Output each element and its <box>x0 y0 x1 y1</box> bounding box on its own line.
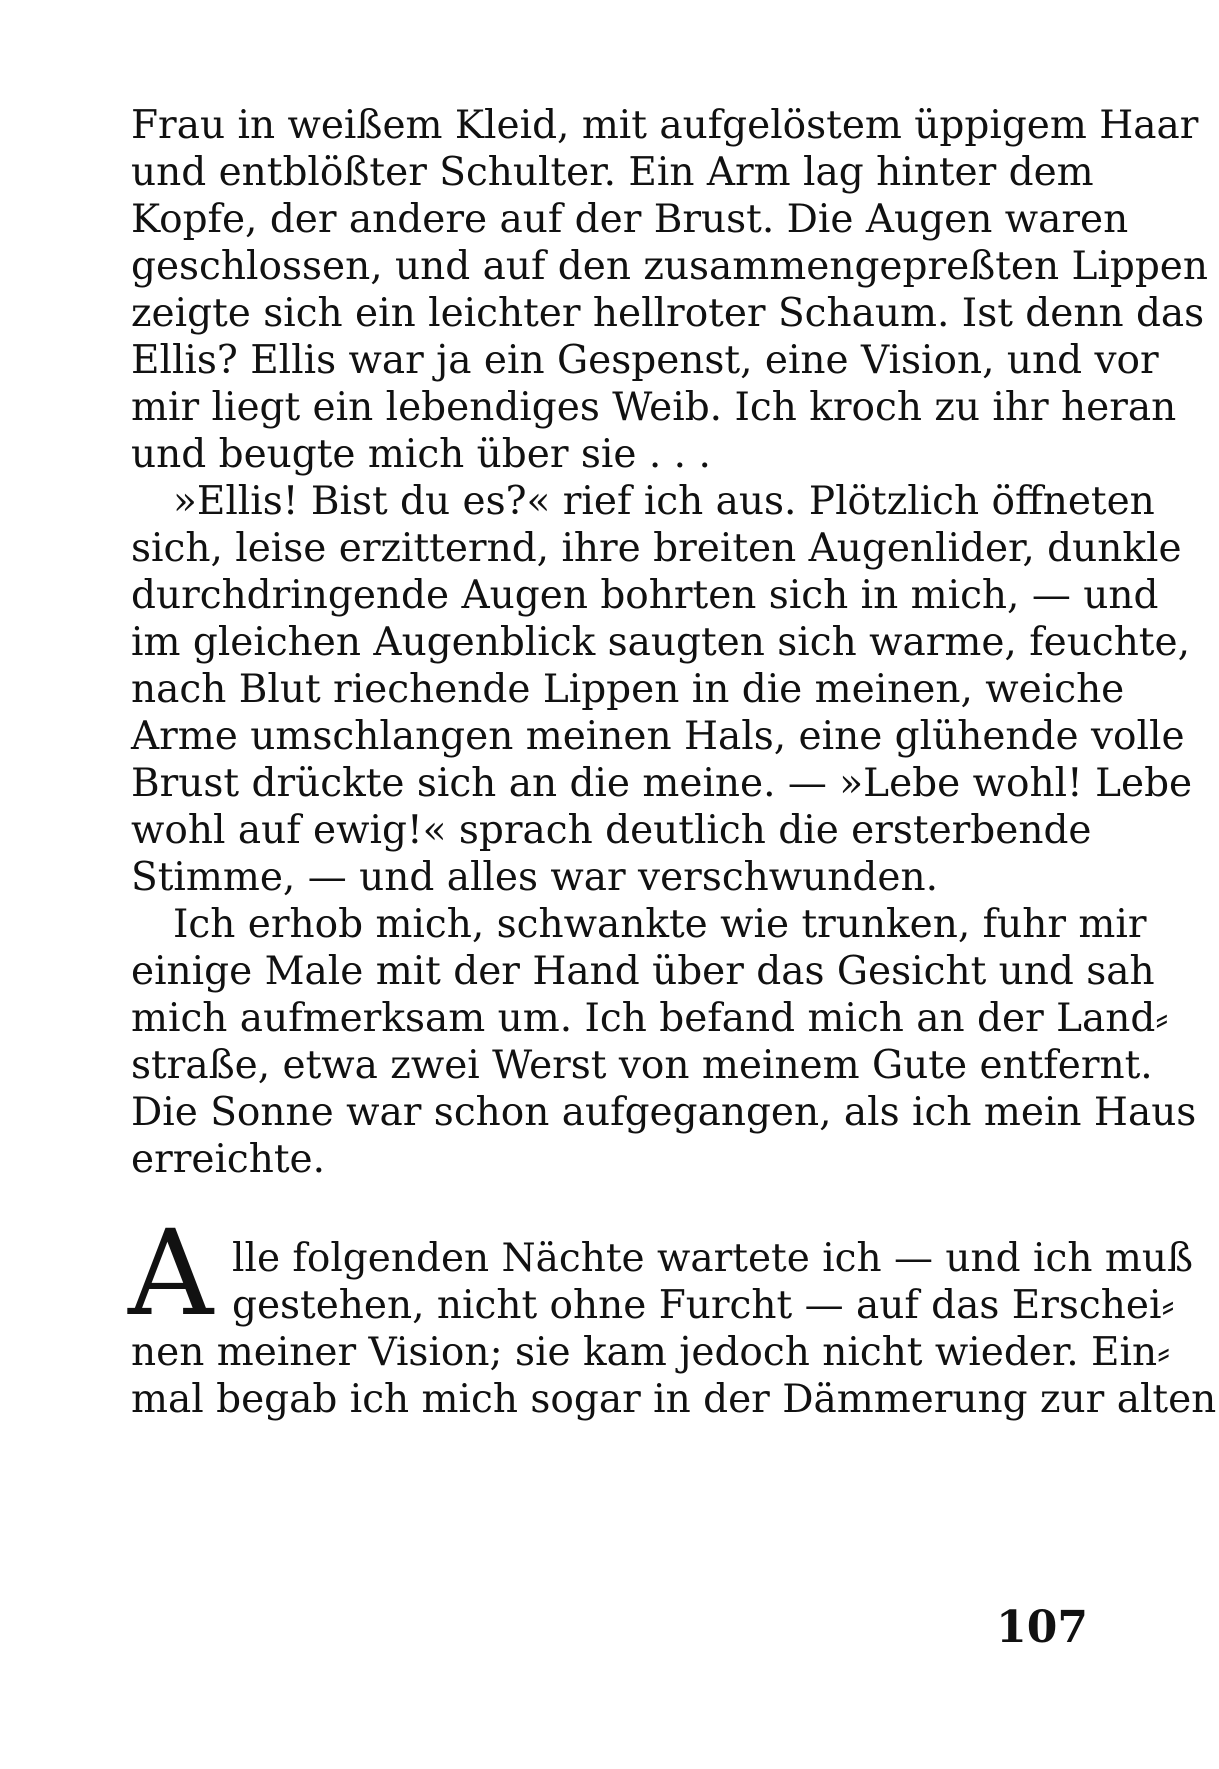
text-line: Stimme, — und alles war verschwunden. <box>131 855 938 900</box>
text-line: straße, etwa zwei Werst von meinem Gute entfernt. <box>131 1043 1153 1088</box>
text-line: lle folgenden Nächte wartete ich — und ich muß <box>232 1236 1194 1281</box>
text-line: Frau in weißem Kleid, mit aufgelöstem üppigem Haar <box>131 103 1199 148</box>
text-line: durchdringende Augen bohrten sich in mich, — und <box>131 573 1159 618</box>
text-line: Ich erhob mich, schwankte wie trunken, fuhr mir <box>173 902 1147 947</box>
drop-cap: A <box>128 1204 214 1342</box>
text-line: im gleichen Augenblick saugten sich warme, feuchte, <box>131 620 1190 665</box>
text-line: »Ellis! Bist du es?« rief ich aus. Plötzlich öffneten <box>173 479 1155 524</box>
text-line: zeigte sich ein leichter hellroter Schaum. Ist denn das <box>131 291 1205 336</box>
text-line: Die Sonne war schon aufgegangen, als ich mein Haus <box>131 1090 1197 1135</box>
text-line: mal begab ich mich sogar in der Dämmerung zur alten <box>131 1377 1217 1422</box>
text-line: nen meiner Vision; sie kam jedoch nicht wieder. Ein⸗ <box>131 1330 1171 1375</box>
text-line: erreichte. <box>131 1137 326 1182</box>
text-line: Brust drückte sich an die meine. — »Lebe wohl! Lebe <box>131 761 1193 806</box>
text-line: geschlossen, und auf den zusammengepreßten Lippen <box>131 244 1208 289</box>
text-line: mir liegt ein lebendiges Weib. Ich kroch zu ihr heran <box>131 385 1177 430</box>
text-line: Kopfe, der andere auf der Brust. Die Augen waren <box>131 197 1129 242</box>
text-line: wohl auf ewig!« sprach deutlich die ersterbende <box>131 808 1092 853</box>
text-line: gestehen, nicht ohne Furcht — auf das Erschei⸗ <box>232 1283 1175 1328</box>
page-number: 107 <box>996 1602 1088 1653</box>
text-line: Ellis? Ellis war ja ein Gespenst, eine Vision, und vor <box>131 338 1159 383</box>
text-line: und beugte mich über sie . . . <box>131 432 711 477</box>
text-line: Arme umschlangen meinen Hals, eine glühende volle <box>131 714 1185 759</box>
text-line: mich aufmerksam um. Ich befand mich an der Land⸗ <box>131 996 1169 1041</box>
text-line: nach Blut riechende Lippen in die meinen, weiche <box>131 667 1125 712</box>
text-line: und entblößter Schulter. Ein Arm lag hinter dem <box>131 150 1094 195</box>
text-line: einige Male mit der Hand über das Gesicht und sah <box>131 949 1155 994</box>
text-line: sich, leise erzitternd, ihre breiten Augenlider, dunkle <box>131 526 1182 571</box>
